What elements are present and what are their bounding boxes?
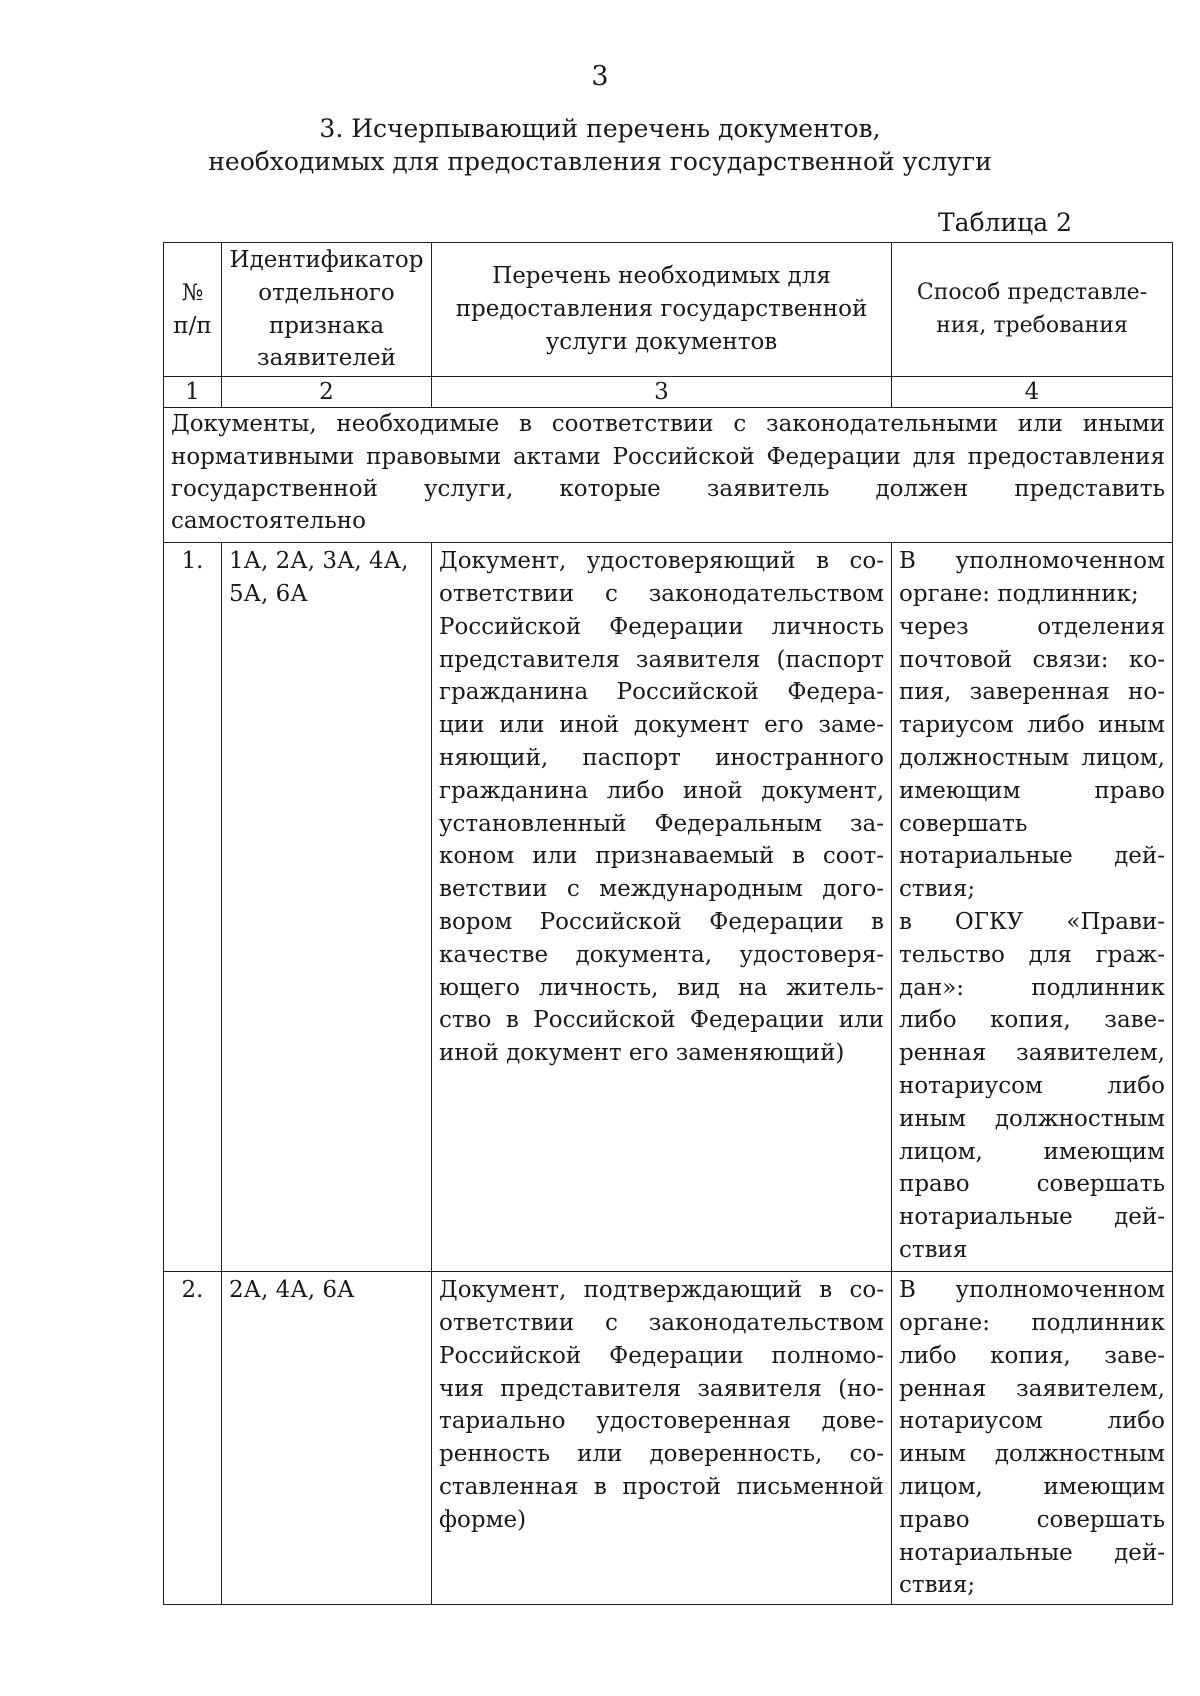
section-title xyxy=(0,112,1200,178)
header-identifier: Идентификатор отдельного признака заявителей xyxy=(222,243,432,377)
method-line: В уполномоченном органе: подлинник; xyxy=(899,548,1165,607)
documents-table xyxy=(163,242,1173,1605)
column-numbers-row xyxy=(164,377,1173,408)
method-line: через отделения почтовой связи: ко-пия, заверенная но-тариусом либо иным должностным лицом, имеющим право совершать нотариальные дей-ствия; xyxy=(899,613,1165,903)
table-header-row xyxy=(164,243,1173,377)
header-method: Способ представле-ния, требования xyxy=(892,243,1173,377)
header-documents: Перечень необходимых для предоставления государственной услуги документов xyxy=(432,243,892,377)
section-heading-row xyxy=(164,408,1173,543)
row-document: Документ, подтверждающий в со-ответствии с законодательством Российской Федерации полномо-чия представителя заявителя (но-тариально удостоверенная дове-ренность или доверенность, со-ставленная в простой письменной форме) xyxy=(432,1272,892,1605)
row-method xyxy=(892,543,1173,1272)
row-number: 1. xyxy=(164,543,222,1272)
section-title-line-2: необходимых для предоставления государственной услуги xyxy=(208,147,992,176)
header-number: № п/п xyxy=(164,243,222,377)
row-identifier: 2А, 4А, 6А xyxy=(222,1272,432,1605)
column-number-3: 3 xyxy=(432,377,892,408)
section-heading: Документы, необходимые в соответствии с законодательными или иными нормативными правовыми актами Российской Федерации для предоставления государственной услуги, которые заявитель должен представить самостоятельно xyxy=(164,408,1173,543)
table-row xyxy=(164,543,1173,1272)
column-number-2: 2 xyxy=(222,377,432,408)
row-identifier: 1А, 2А, 3А, 4А, 5А, 6А xyxy=(222,543,432,1272)
column-number-1: 1 xyxy=(164,377,222,408)
page-number: 3 xyxy=(591,61,609,92)
table-caption: Таблица 2 xyxy=(937,208,1072,237)
method-line: В уполномоченном органе: подлинник либо копия, заве-ренная заявителем, нотариусом либо иным должностным лицом, имеющим право совершать нотариальные дей-ствия; xyxy=(899,1277,1165,1599)
table-row xyxy=(164,1272,1173,1605)
section-title-line-1: 3. Исчерпывающий перечень документов, xyxy=(319,114,881,143)
method-line: в ОГКУ «Прави-тельство для граж-дан»: подлинник либо копия, заве-ренная заявителем, нотариусом либо иным должностным лицом, имеющим право совершать нотариальные дей-ствия xyxy=(899,908,1165,1263)
row-document: Документ, удостоверяющий в со-ответствии с законодательством Российской Федерации личность представителя заявителя (паспорт гражданина Российской Федера-ции или иной документ его заме-няющий, паспорт иностранного гражданина либо иной документ, установленный Федеральным за-коном или признаваемый в соот-ветствии с международным дого-вором Российской Федерации в качестве документа, удостоверя-ющего личность, вид на житель-ство в Российской Федерации или иной документ его заменяющий) xyxy=(432,543,892,1272)
row-number: 2. xyxy=(164,1272,222,1605)
column-number-4: 4 xyxy=(892,377,1173,408)
row-method xyxy=(892,1272,1173,1605)
